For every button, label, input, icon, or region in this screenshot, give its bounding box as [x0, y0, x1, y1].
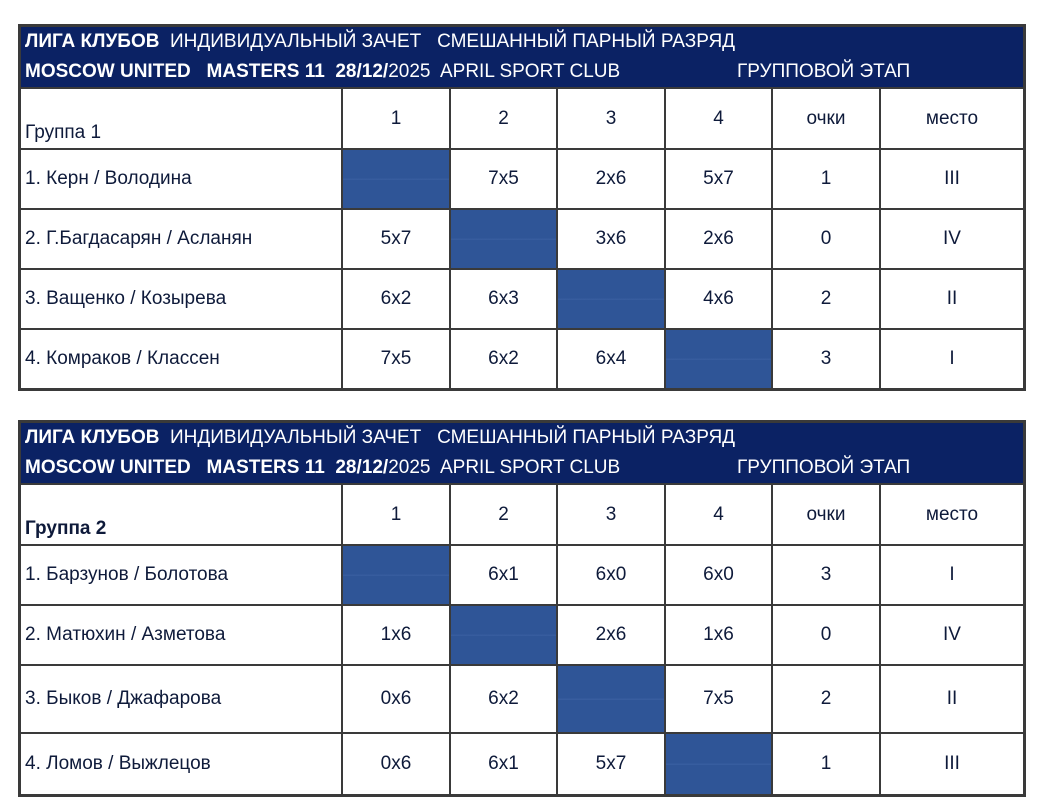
- points-cell: 0: [772, 209, 880, 269]
- points-cell: 1: [772, 149, 880, 209]
- column-header-place: место: [880, 485, 1023, 545]
- results-grid-1: [21, 89, 1023, 388]
- score-cell: 6х2: [450, 665, 557, 733]
- score-cell: 0х6: [342, 733, 450, 794]
- table-row: [21, 329, 1023, 388]
- table-row: [21, 209, 1023, 269]
- diagonal-cell: [450, 209, 557, 269]
- column-header: 2: [450, 89, 557, 149]
- table-row: [21, 545, 1023, 605]
- score-cell: 7х5: [665, 665, 772, 733]
- points-cell: 3: [772, 329, 880, 388]
- score-cell: 1х6: [342, 605, 450, 665]
- score-cell: 4х6: [665, 269, 772, 329]
- column-header: 3: [557, 485, 665, 545]
- venue-title: 2025 APRIL SPORT CLUB: [388, 61, 621, 82]
- place-cell: II: [880, 269, 1023, 329]
- column-header: 2: [450, 485, 557, 545]
- place-cell: III: [880, 149, 1023, 209]
- column-header: 1: [342, 485, 450, 545]
- team-name: 2. Г.Багдасарян / Асланян: [21, 209, 342, 269]
- score-cell: 0х6: [342, 665, 450, 733]
- team-name: 1. Барзунов / Болотова: [21, 545, 342, 605]
- score-cell: 7х5: [450, 149, 557, 209]
- place-cell: I: [880, 545, 1023, 605]
- score-cell: 6х0: [665, 545, 772, 605]
- column-header: 4: [665, 485, 772, 545]
- table-header-row: [21, 89, 1023, 149]
- tournament-title: MOSCOW UNITED MASTERS 11 28/12/: [25, 457, 389, 478]
- venue-title: 2025 APRIL SPORT CLUB: [388, 457, 621, 478]
- score-cell: 6х1: [450, 545, 557, 605]
- table-row: [21, 665, 1023, 733]
- score-cell: 5х7: [557, 733, 665, 794]
- table-row: [21, 149, 1023, 209]
- score-cell: 5х7: [342, 209, 450, 269]
- diagonal-cell: [342, 149, 450, 209]
- column-header: 3: [557, 89, 665, 149]
- points-cell: 2: [772, 269, 880, 329]
- column-header: 4: [665, 89, 772, 149]
- place-cell: I: [880, 329, 1023, 388]
- score-cell: 6х2: [342, 269, 450, 329]
- points-cell: 2: [772, 665, 880, 733]
- diagonal-cell: [557, 269, 665, 329]
- tournament-title: MOSCOW UNITED MASTERS 11 28/12/: [25, 61, 389, 82]
- place-cell: IV: [880, 605, 1023, 665]
- stage-title: ГРУППОВОЙ ЭТАП: [737, 61, 911, 82]
- score-cell: 2х6: [665, 209, 772, 269]
- place-cell: IV: [880, 209, 1023, 269]
- points-cell: 0: [772, 605, 880, 665]
- column-header-points: очки: [772, 485, 880, 545]
- group-label: Группа 2: [21, 485, 342, 545]
- group-table-2: [18, 420, 1026, 797]
- group-header-2: [21, 423, 1023, 485]
- team-name: 4. Комраков / Классен: [21, 329, 342, 388]
- score-cell: 6х1: [450, 733, 557, 794]
- diagonal-cell: [665, 329, 772, 388]
- group-table-1: [18, 24, 1026, 391]
- team-name: 4. Ломов / Выжлецов: [21, 733, 342, 794]
- score-cell: 1х6: [665, 605, 772, 665]
- results-grid-2: [21, 485, 1023, 794]
- table-row: [21, 733, 1023, 794]
- score-cell: 6х4: [557, 329, 665, 388]
- team-name: 3. Быков / Джафарова: [21, 665, 342, 733]
- place-cell: III: [880, 733, 1023, 794]
- team-name: 1. Керн / Володина: [21, 149, 342, 209]
- points-cell: 3: [772, 545, 880, 605]
- score-cell: 3х6: [557, 209, 665, 269]
- score-cell: 6х3: [450, 269, 557, 329]
- diagonal-cell: [665, 733, 772, 794]
- event-title: ИНДИВИДУАЛЬНЫЙ ЗАЧЕТ СМЕШАННЫЙ ПАРНЫЙ РАЗРЯД: [159, 427, 736, 448]
- table-row: [21, 269, 1023, 329]
- column-header-place: место: [880, 89, 1023, 149]
- diagonal-cell: [557, 665, 665, 733]
- score-cell: 5х7: [665, 149, 772, 209]
- diagonal-cell: [342, 545, 450, 605]
- place-cell: II: [880, 665, 1023, 733]
- score-cell: 6х2: [450, 329, 557, 388]
- group-header-1: [21, 27, 1023, 89]
- table-row: [21, 605, 1023, 665]
- table-header-row: [21, 485, 1023, 545]
- league-title: ЛИГА КЛУБОВ: [25, 427, 160, 448]
- team-name: 3. Ващенко / Козырева: [21, 269, 342, 329]
- score-cell: 6х0: [557, 545, 665, 605]
- column-header-points: очки: [772, 89, 880, 149]
- stage-title: ГРУППОВОЙ ЭТАП: [737, 457, 911, 478]
- score-cell: 2х6: [557, 605, 665, 665]
- score-cell: 7х5: [342, 329, 450, 388]
- column-header: 1: [342, 89, 450, 149]
- team-name: 2. Матюхин / Азметова: [21, 605, 342, 665]
- group-label: Группа 1: [21, 89, 342, 149]
- diagonal-cell: [450, 605, 557, 665]
- event-title: ИНДИВИДУАЛЬНЫЙ ЗАЧЕТ СМЕШАННЫЙ ПАРНЫЙ РАЗРЯД: [159, 31, 736, 52]
- league-title: ЛИГА КЛУБОВ: [25, 31, 160, 52]
- score-cell: 2х6: [557, 149, 665, 209]
- points-cell: 1: [772, 733, 880, 794]
